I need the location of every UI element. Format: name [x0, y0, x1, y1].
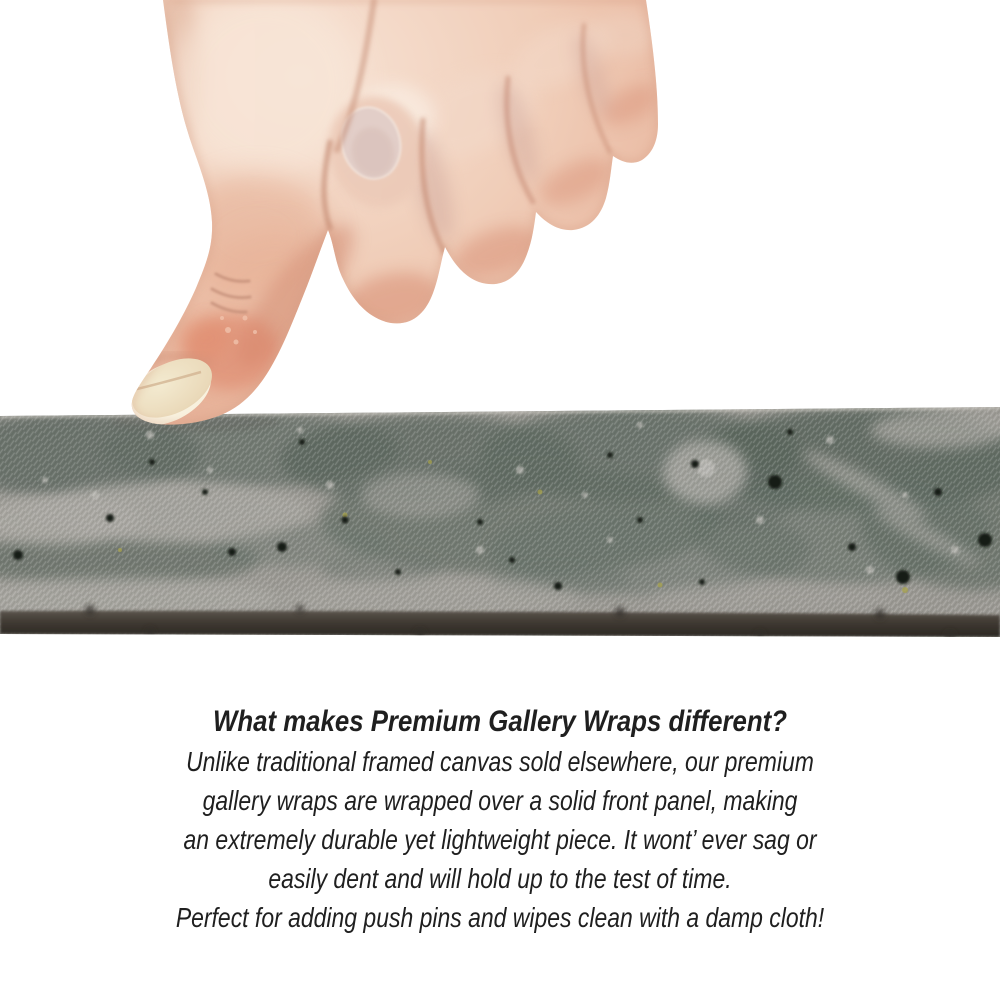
- caption-heading: What makes Premium Gallery Wraps different?: [212, 705, 787, 738]
- thumb-nail: [114, 346, 221, 439]
- caption-line: gallery wraps are wrapped over a solid front panel, making: [202, 785, 798, 816]
- caption-line: Unlike traditional framed canvas sold elsewhere, our premium: [186, 746, 814, 777]
- caption-line: an extremely durable yet lightweight piece. It wont’ ever sag or: [183, 824, 817, 855]
- caption-block: [0, 702, 1000, 937]
- caption-line: Perfect for adding push pins and wipes clean with a damp cloth!: [175, 902, 825, 933]
- caption-line: easily dent and will hold up to the test of time.: [268, 863, 732, 894]
- hand-pressing-thumb-photo: [0, 0, 1000, 440]
